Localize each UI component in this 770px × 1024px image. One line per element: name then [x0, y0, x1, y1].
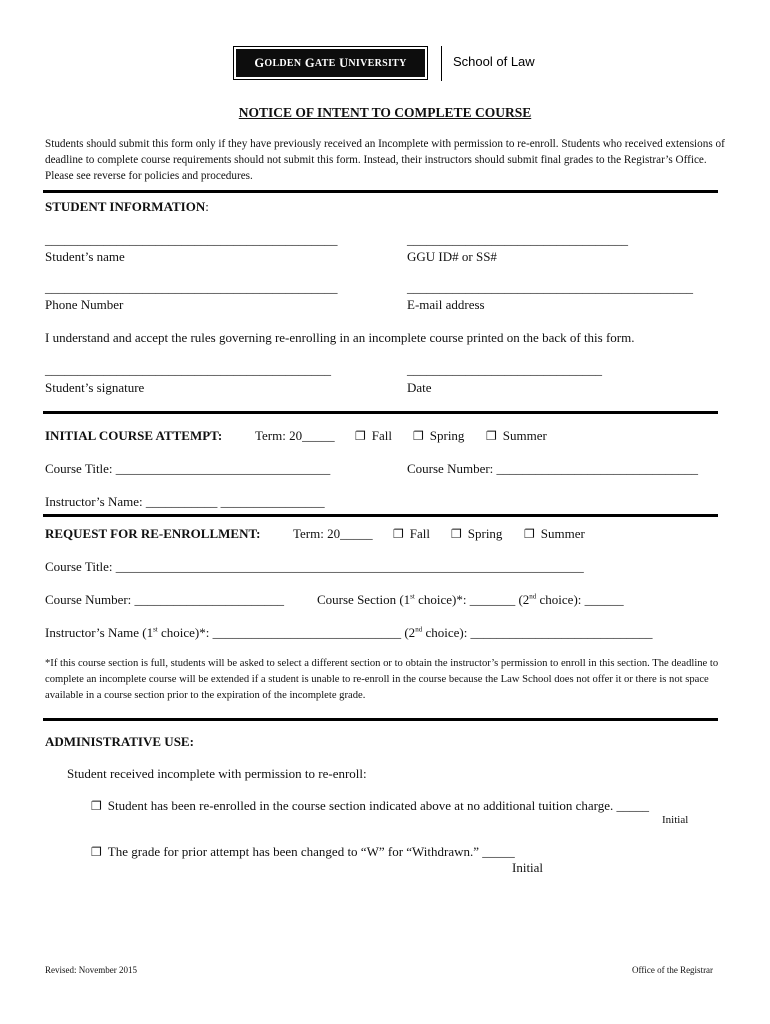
heading-colon: :	[205, 199, 209, 214]
reenroll-summer-option[interactable]	[524, 526, 585, 542]
student-id-line[interactable]: __________________________________	[407, 232, 628, 247]
instructor-choice-field[interactable]	[45, 625, 653, 641]
form-title-text: NOTICE OF INTENT TO COMPLETE COURSE	[238, 105, 532, 120]
fall-label: Fall	[409, 526, 430, 541]
checkbox-icon[interactable]: ❐	[393, 527, 404, 541]
section-divider	[43, 718, 718, 721]
logo-text: OLDEN	[264, 57, 302, 69]
ordinal-suffix: st	[153, 625, 158, 634]
logo-letter: U	[339, 55, 349, 70]
section-divider	[43, 411, 718, 414]
date-label: Date	[407, 380, 432, 395]
instructor-text: choice): ____________________________	[422, 625, 653, 640]
logo-letter: G	[304, 55, 315, 70]
university-wordmark	[236, 49, 425, 77]
reenroll-spring-option[interactable]	[451, 526, 502, 542]
student-info-heading	[45, 199, 209, 215]
checkbox-icon[interactable]: ❐	[413, 429, 424, 443]
checkbox-icon[interactable]: ❐	[524, 527, 535, 541]
email-label: E-mail address	[407, 297, 485, 312]
instructor-text: choice)*: _____________________________ (2	[157, 625, 416, 640]
student-name-label: Student’s name	[45, 249, 125, 264]
checkbox-icon[interactable]: ❐	[91, 799, 102, 813]
summer-label: Summer	[540, 526, 585, 541]
office-name: Office of the Registrar	[632, 965, 714, 975]
reenrollment-heading: REQUEST FOR RE-ENROLLMENT:	[45, 526, 261, 541]
spring-label: Spring	[429, 428, 465, 443]
phone-label: Phone Number	[45, 297, 124, 312]
logo-letter: G	[254, 55, 265, 70]
admin-item-text: Student has been re-enrolled in the course section indicated above at no additional tuition charge. _____	[107, 798, 650, 813]
school-name: School of Law	[453, 54, 535, 69]
section-divider	[43, 190, 718, 193]
logo-text: ATE	[314, 57, 336, 69]
summer-label: Summer	[502, 428, 547, 443]
form-title	[0, 105, 770, 121]
intro-paragraph: Students should submit this form only if they have previously received an Incomplete with permission to re-enroll. Students who received extensions of deadline to complete course requirements should not submit this form. Instead, their instructors should submit final grades to the Registrar’s Office. Please see reverse for policies and procedures.	[45, 138, 725, 182]
admin-item-grade-changed[interactable]	[91, 844, 515, 860]
admin-heading: ADMINISTRATIVE USE:	[45, 734, 194, 749]
spring-label: Spring	[467, 526, 503, 541]
section-text: choice): ______	[536, 592, 624, 607]
initial-instructor-field[interactable]: Instructor’s Name: ___________ ________________	[45, 494, 325, 509]
student-info-heading-text: STUDENT INFORMATION	[45, 199, 206, 214]
reenroll-course-number-field[interactable]: Course Number: _______________________	[45, 592, 285, 607]
ordinal-suffix: st	[410, 592, 415, 601]
section-text: choice)*: _______ (2	[414, 592, 530, 607]
admin-intro: Student received incomplete with permission to re-enroll:	[67, 766, 367, 781]
acknowledgement-statement: I understand and accept the rules governing re-enrolling in an incomplete course printed on the back of this form.	[45, 330, 635, 345]
course-section-choice-field[interactable]	[317, 592, 624, 608]
email-line[interactable]: ____________________________________________	[407, 280, 693, 295]
instructor-text: Instructor’s Name (1	[45, 625, 154, 640]
initial-label: Initial	[512, 860, 544, 875]
admin-item-text: The grade for prior attempt has been changed to “W” for “Withdrawn.” _____	[107, 844, 515, 859]
fall-label: Fall	[371, 428, 392, 443]
phone-line[interactable]: _____________________________________________	[45, 280, 338, 295]
checkbox-icon[interactable]: ❐	[91, 845, 102, 859]
signature-line[interactable]: ____________________________________________	[45, 362, 331, 377]
signature-label: Student’s signature	[45, 380, 145, 395]
logo-text: NIVERSITY	[348, 57, 407, 69]
student-id-label: GGU ID# or SS#	[407, 249, 497, 264]
checkbox-icon[interactable]: ❐	[355, 429, 366, 443]
revised-date: Revised: November 2015	[45, 965, 137, 975]
section-text: Course Section (1	[317, 592, 411, 607]
initial-spring-option[interactable]	[413, 428, 464, 444]
initial-summer-option[interactable]	[486, 428, 547, 444]
reenroll-term-field[interactable]: Term: 20_____	[293, 526, 373, 541]
checkbox-icon[interactable]: ❐	[486, 429, 497, 443]
initial-course-number-field[interactable]: Course Number: _______________________________	[407, 461, 699, 476]
date-line[interactable]: ______________________________	[407, 362, 602, 377]
initial-fall-option[interactable]	[355, 428, 392, 444]
initial-attempt-heading: INITIAL COURSE ATTEMPT:	[45, 428, 223, 443]
reenroll-fall-option[interactable]	[393, 526, 430, 542]
initial-course-title-field[interactable]: Course Title: _________________________________	[45, 461, 331, 476]
section-full-note: *If this course section is full, students will be asked to select a different section or to obtain the instructor’s permission to enroll in this section. The deadline to complete an incomplete course will be extended if a student is unable to re-enroll in the course because the Law School does not offer it or there is not space available in a course section prior to the expiration of the incomplete grade.	[45, 658, 719, 701]
logo-divider	[441, 46, 442, 81]
initial-label: Initial	[662, 814, 689, 826]
checkbox-icon[interactable]: ❐	[451, 527, 462, 541]
reenroll-course-title-field[interactable]: Course Title: ________________________________________________________________________	[45, 559, 584, 574]
ordinal-suffix: nd	[415, 625, 423, 634]
initial-term-field[interactable]: Term: 20_____	[255, 428, 335, 443]
student-name-line[interactable]: _____________________________________________	[45, 232, 338, 247]
university-logo	[233, 46, 428, 80]
admin-item-reenrolled[interactable]	[91, 798, 649, 814]
section-divider	[43, 514, 718, 517]
ordinal-suffix: nd	[529, 592, 537, 601]
